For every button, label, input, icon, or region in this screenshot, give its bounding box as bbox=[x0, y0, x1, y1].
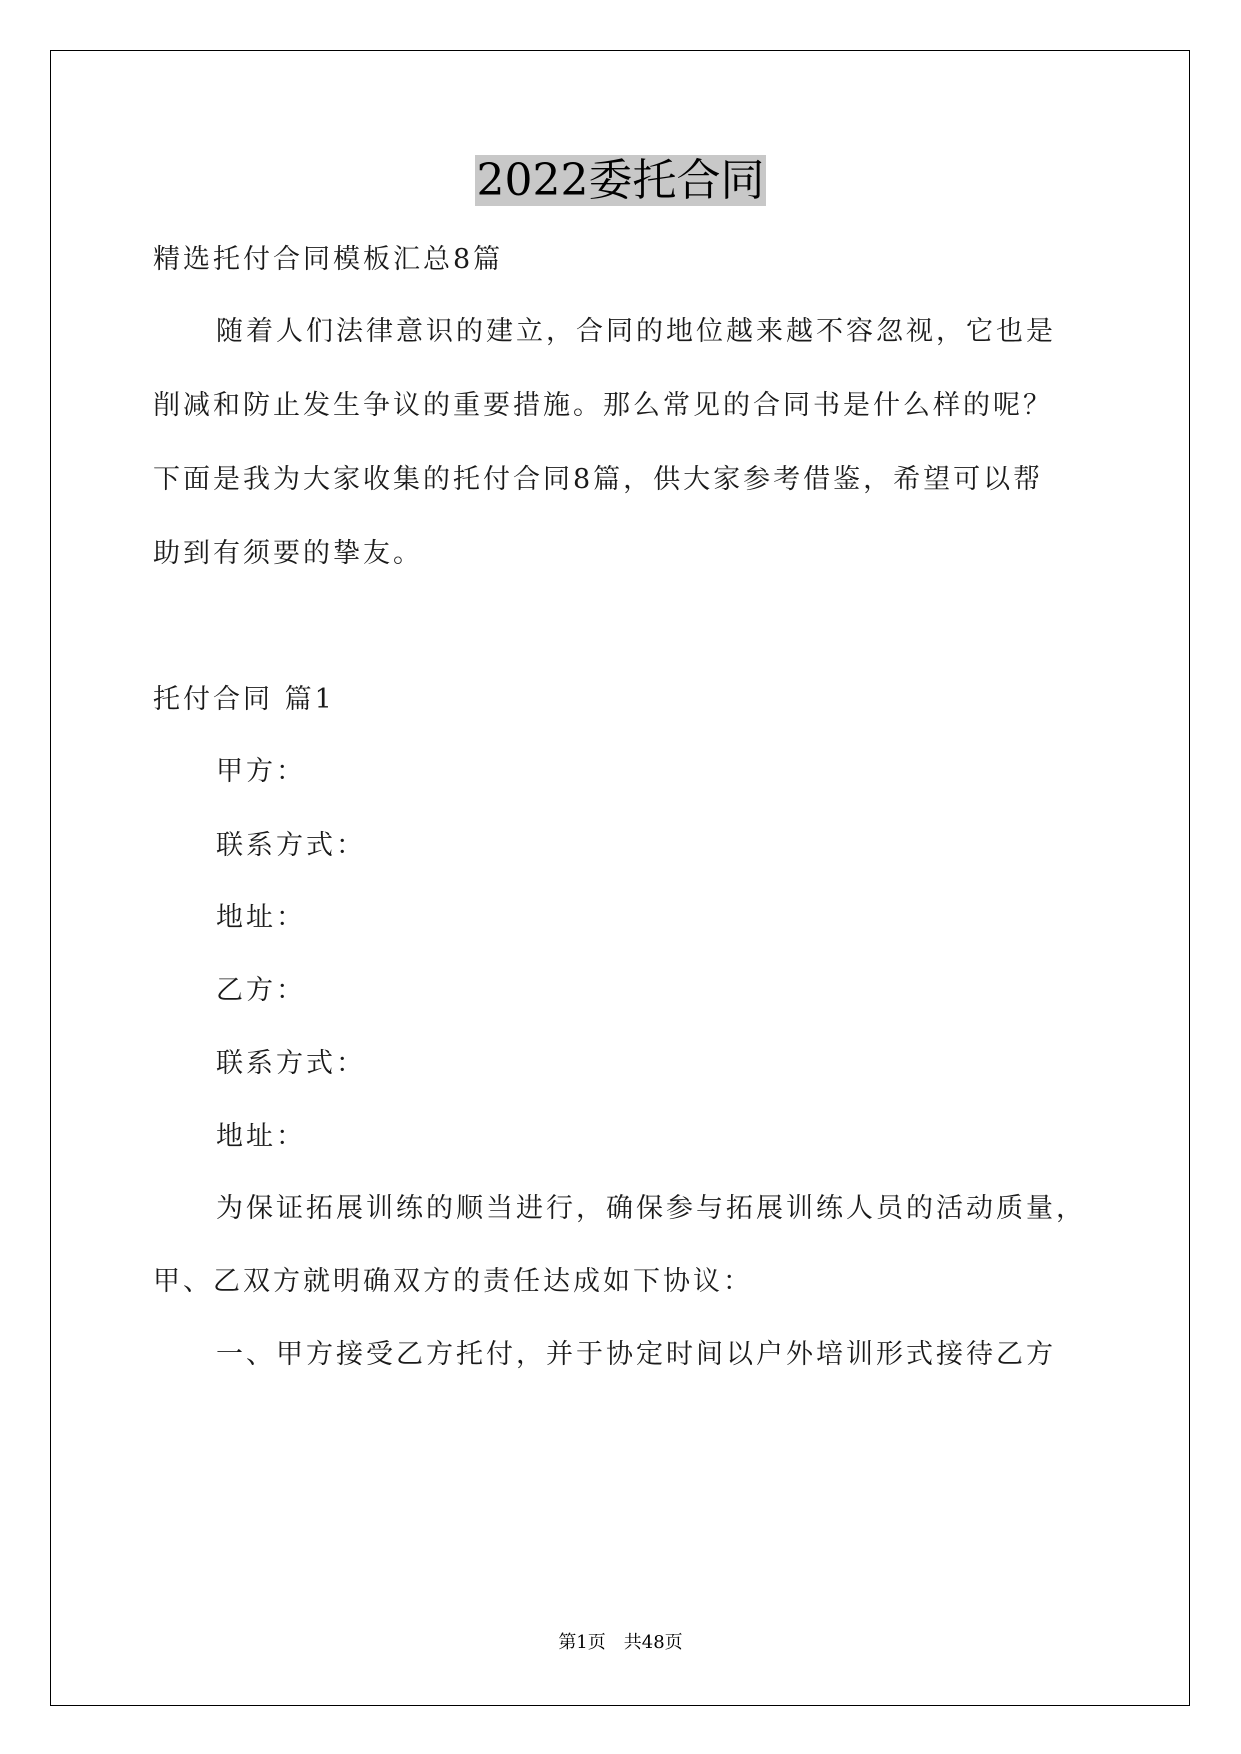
intro-line-2: 削减和防止发生争议的重要措施。那么常见的合同书是什么样的呢？ bbox=[153, 390, 1053, 421]
body-line-1: 为保证拓展训练的顺当进行，确保参与拓展训练人员的活动质量， bbox=[216, 1193, 1086, 1224]
intro-line-4: 助到有须要的挚友。 bbox=[153, 538, 423, 569]
address-b-label: 地址： bbox=[216, 1121, 306, 1152]
page-border bbox=[50, 50, 1190, 1706]
party-a-label: 甲方： bbox=[216, 756, 306, 787]
document-title: 2022委托合同 bbox=[476, 155, 765, 206]
section-heading: 托付合同 篇1 bbox=[153, 684, 335, 715]
document-subtitle: 精选托付合同模板汇总8篇 bbox=[153, 244, 504, 275]
address-a-label: 地址： bbox=[216, 902, 306, 933]
intro-line-3: 下面是我为大家收集的托付合同8篇，供大家参考借鉴，希望可以帮 bbox=[153, 464, 1044, 495]
body-line-2: 甲、乙双方就明确双方的责任达成如下协议： bbox=[153, 1266, 753, 1297]
contact-a-label: 联系方式： bbox=[216, 830, 366, 861]
contact-b-label: 联系方式： bbox=[216, 1048, 366, 1079]
party-b-label: 乙方： bbox=[216, 975, 306, 1006]
body-line-3: 一、甲方接受乙方托付，并于协定时间以户外培训形式接待乙方 bbox=[216, 1339, 1056, 1370]
page-footer: 第1页 共48页 bbox=[558, 1632, 683, 1653]
intro-line-1: 随着人们法律意识的建立，合同的地位越来越不容忽视，它也是 bbox=[216, 316, 1056, 347]
